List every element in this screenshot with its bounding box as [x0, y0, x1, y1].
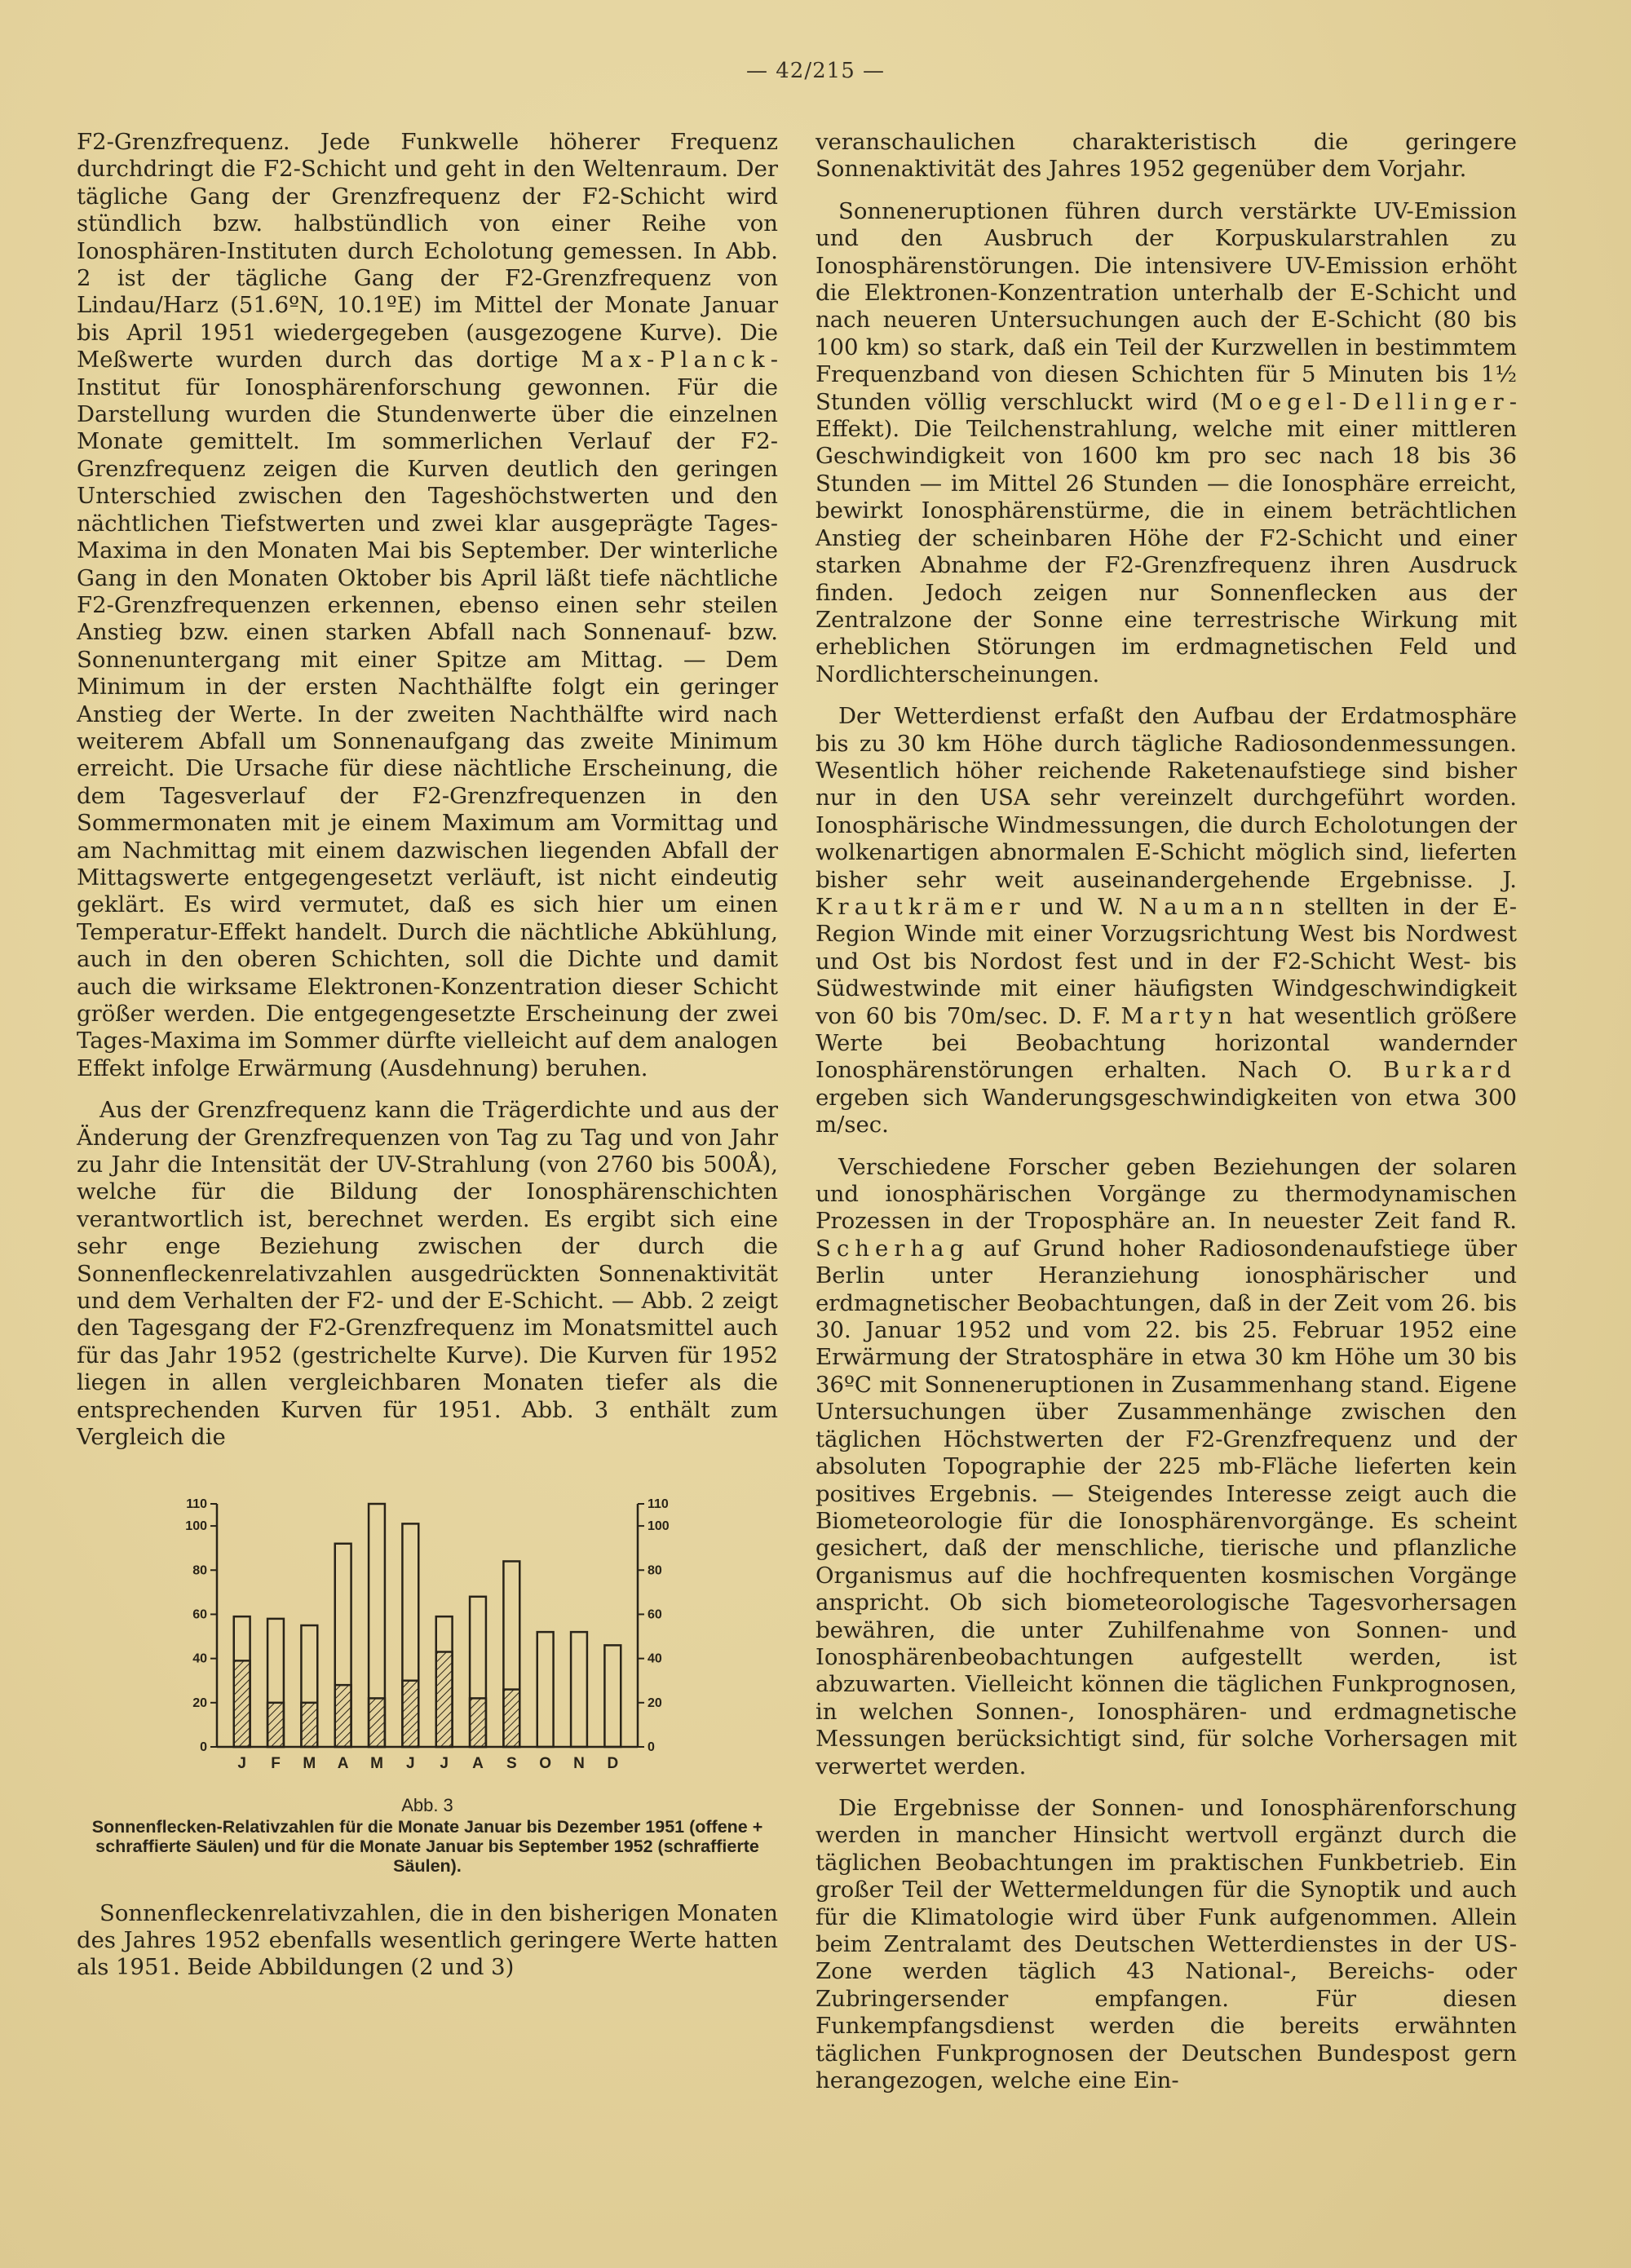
x-category-label: S [506, 1754, 517, 1772]
bar-1952-hatched [436, 1651, 453, 1746]
x-category-label: M [303, 1754, 316, 1772]
right-p3-text-e: ergeben sich Wanderungsgeschwindigkeiten von etwa 300 m/sec. [816, 1084, 1517, 1138]
author-martyn: Martyn [1120, 1002, 1239, 1029]
author-krautkraemer: Krautkrämer [816, 893, 1026, 920]
page-number: — 42/215 — [746, 59, 885, 83]
right-p3-text-b: und W. [1040, 893, 1125, 920]
bar-1952-hatched [369, 1698, 385, 1747]
left-paragraph-3: Sonnenfleckenrelativzahlen, die in den bisherigen Monaten des Jahres 1952 ebenfalls wesentlich geringere Werte hatten als 1951. Beide Abbildungen (2 und 3) [77, 1899, 778, 1981]
right-paragraph-4 [816, 1154, 1517, 1780]
bar-1952-hatched [402, 1680, 418, 1746]
right-p2-text-b: -Effekt). Die Teilchenstrahlung, welche mit einer mittleren Geschwindigkeit von 1600 km pro sec nach 18 bis 36 Stunden — im Mittel 26 Stunden — die Ionosphäre erreicht, bewirkt Ionosphärenstürme, die in einem beträchtlichen Anstieg der scheinbaren Höhe der F2-Schicht und einer starken Abnahme der F2-Grenzfrequenz ihren Ausdruck finden. Jedoch zeigen nur Sonnenflecken aus der Zentralzone der Sonne eine terrestrische Wirkung mit erheblichen Störungen im erdmagnetischen Feld und Nordlichterscheinungen. [816, 388, 1517, 687]
chart-bars [234, 1504, 621, 1747]
figure-label: Abb. 3 [401, 1794, 453, 1815]
y-tick-label-right: 110 [648, 1497, 669, 1511]
y-tick-label-left: 0 [200, 1740, 207, 1754]
right-paragraph-5: Die Ergebnisse der Sonnen- und Ionosphärenforschung werden in mancher Hinsicht wertvoll ergänzt durch die täglichen Beobachtungen im praktischen Funkbetrieb. Ein großer Teil der Wettermeldungen für die Synoptik und auch für die Klimatologie wird über Funk aufgenommen. Allein beim Zentralamt des Deutschen Wetterdienstes in der US-Zone werden täglich 43 National-, Bereichs- oder Zubringersender empfangen. Für diesen Funkempfangsdienst werden die bereits erwähnten täglichen Funkprognosen der Deutschen Bundespost gern herangezogen, welche eine Ein- [816, 1794, 1517, 2094]
author-scherhag: Scherhag [816, 1235, 970, 1262]
right-p4-text-a: Verschiedene Forscher geben Beziehungen der solaren und ionosphärischen Vorgänge zu thermodynamischen Prozessen in der Troposphäre an. In neuester Zeit fand R. [816, 1153, 1517, 1235]
x-category-label: J [237, 1754, 246, 1772]
figure-caption [77, 1796, 778, 1876]
right-paragraph-3 [816, 703, 1517, 1139]
y-tick-label-left: 40 [192, 1651, 207, 1666]
bar-1952-hatched [234, 1660, 250, 1747]
right-paragraph-1: veranschaulichen charakteristisch die geringere Sonnenaktivität des Jahres 1952 gegenüber dem Vorjahr. [816, 129, 1517, 183]
x-category-label: F [271, 1754, 281, 1772]
left-column [77, 129, 778, 1982]
right-p3-text-d: hat wesentlich größere Werte bei Beobachtung horizontal wandernder Ionosphärenstörungen erhalten. Nach O. [816, 1002, 1517, 1084]
bar-1951 [537, 1632, 554, 1747]
x-category-label: N [573, 1754, 585, 1772]
x-category-label: J [440, 1754, 449, 1772]
bar-1951 [604, 1645, 621, 1747]
y-tick-label-left: 80 [192, 1563, 207, 1577]
bar-1952-hatched [267, 1702, 284, 1746]
right-p3-text-a: Der Wetterdienst erfaßt den Aufbau der Erdatmosphäre bis zu 30 km Höhe durch tägliche Radiosondenmessungen. Wesentlich höher reichende Raketenaufstiege sind bisher nur in den USA sehr vereinzelt durchgeführt worden. Ionosphärische Windmessungen, die durch Echolotungen der wolkenartigen abnormalen E-Schicht möglich sind, lieferten bisher sehr weit auseinandergehende Ergebnisse. J. [816, 703, 1517, 893]
bar-1952-hatched [335, 1685, 351, 1747]
figure-caption-text: Sonnenflecken-Relativzahlen für die Monate Januar bis Dezember 1951 (offene + schraffierte Säulen) und für die Monate Januar bis September 1952 (schraffierte Säulen). [91, 1816, 763, 1876]
author-burkard: Burkard [1383, 1057, 1517, 1084]
left-paragraph-2: Aus der Grenzfrequenz kann die Trägerdichte und aus der Änderung der Grenzfrequenzen von Tag zu Tag und von Jahr zu Jahr die Intensität der UV-Strahlung (von 2760 bis 500Å), welche für die Bildung der Ionosphärenschichten verantwortlich ist, berechnet werden. Es ergibt sich eine sehr enge Beziehung zwischen der durch die Sonnenfleckenrelativzahlen ausgedrückten Sonnenaktivität und dem Verhalten der F2- und der E-Schicht. — Abb. 2 zeigt den Tagesgang der F2-Grenzfrequenz im Monatsmittel auch für das Jahr 1952 (gestrichelte Kurve). Die Kurven für 1952 liegen in allen vergleichbaren Monaten tiefer als die entsprechenden Kurven für 1951. Abb. 3 enthält zum Vergleich die [77, 1097, 778, 1451]
bar-1952-hatched [470, 1698, 486, 1747]
y-tick-label-right: 40 [648, 1651, 662, 1666]
right-p4-text-b: auf Grund hoher Radiosondenaufstiege über Berlin unter Heranziehung ionosphärischer und erdmagnetischer Beobachtungen, daß in der Zeit vom 26. bis 30. Januar 1952 und vom 22. bis 25. Februar 1952 eine Erwärmung der Stratosphäre in etwa 30 km Höhe um 30 bis 36ºC mit Sonneneruptionen in Zusammenhang stand. Eigene Untersuchungen über Zusammenhänge zwischen den täglichen Höchstwerten der F2-Grenzfrequenz und der absoluten Topographie der 225 mb-Fläche lieferten kein positives Ergebnis. — Steigendes Interesse zeigt auch die Biometeorologie für die Ionosphärenvorgänge. Es scheint gesichert, daß der menschliche, tierische und pflanzliche Organismus auf die hochfrequenten kosmischen Vorgänge anspricht. Ob sich biometeorologische Tagesvorhersagen bewähren, die unter Zuhilfenahme von Sonnen- und Ionosphärenbeobachtungen aufgestellt werden, ist abzuwarten. Vielleicht können die täglichen Funkprognosen, in welchen Sonnen-, Ionosphären- und erdmagnetische Messungen berücksichtigt sind, für solche Vorhersagen mit verwertet werden. [816, 1235, 1518, 1779]
chart-labels [185, 1497, 670, 1772]
x-category-label: M [370, 1754, 383, 1772]
bar-chart [166, 1488, 688, 1789]
y-tick-label-left: 100 [185, 1519, 207, 1533]
y-tick-label-right: 100 [648, 1519, 670, 1533]
left-paragraph-1 [77, 129, 778, 1082]
right-column [816, 129, 1517, 2094]
bar-1952-hatched [503, 1689, 519, 1746]
y-tick-label-right: 0 [648, 1740, 655, 1754]
bar-1952-hatched [301, 1702, 317, 1746]
y-tick-label-left: 20 [192, 1695, 207, 1710]
figure-abb-3 [77, 1488, 778, 1876]
x-category-label: A [472, 1754, 484, 1772]
y-tick-label-left: 110 [186, 1497, 207, 1511]
institute-name: Max-Planck [581, 347, 771, 374]
left-p1-text: F2-Grenzfrequenz. Jede Funkwelle höherer Frequenz durchdringt die F2-Schicht und geht in den Weltenraum. Der tägliche Gang der Grenzfrequenz der F2-Schicht wird stündlich bzw. halbstündlich von einer Reihe von Ionosphären-Instituten durch Echolotung gemessen. In Abb. 2 ist der tägliche Gang der F2-Grenzfrequenz von Lindau/Harz (51.6ºN, 10.1ºE) im Mittel der Monate Januar bis April 1951 wiedergegeben (ausgezogene Kurve). Die Meßwerte wurden durch das dortige [77, 129, 778, 374]
effect-name: Moegel-Dellinger [1220, 388, 1509, 415]
y-tick-label-right: 80 [648, 1563, 662, 1577]
right-p3-text-c: stellten in der E-Region Winde mit einer Vorzugsrichtung West bis Nordwest und Ost bis Nordost fest und in der F2-Schicht West- bis Südwestwinde mit einer häufigsten Windgeschwindigkeit von 60 bis 70m/sec. D. F. [816, 893, 1517, 1029]
x-category-label: D [607, 1754, 619, 1772]
x-category-label: O [539, 1754, 552, 1772]
y-tick-label-right: 20 [648, 1695, 662, 1710]
right-paragraph-2 [816, 198, 1517, 688]
left-p1-rest: -Institut für Ionosphärenforschung gewonnen. Für die Darstellung wurden die Stundenwerte über die einzelnen Monate gemittelt. Im sommerlichen Verlauf der F2-Grenzfrequenz zeigen die Kurven deutlich den geringen Unterschied zwischen den Tageshöchstwerten und den nächtlichen Tiefstwerten und zwei klar ausgeprägte Tages-Maxima in den Monaten Mai bis September. Der winterliche Gang in den Monaten Oktober bis April läßt tiefe nächtliche F2-Grenzfrequenzen erkennen, ebenso einen sehr steilen Anstieg bzw. einen starken Abfall nach Sonnenauf- bzw. Sonnenuntergang mit einer Spitze am Mittag. — Dem Minimum in der ersten Nachthälfte folgt ein geringer Anstieg der Werte. In der zweiten Nachthälfte wird nach weiterem Abfall um Sonnenaufgang das zweite Minimum erreicht. Die Ursache für diese nächtliche Erscheinung, die dem Tagesverlauf der F2-Grenzfrequenzen in den Sommermonaten mit je einem Maximum am Vormittag und am Nachmittag mit einem dazwischen liegenden Abfall der Mittagswerte entgegengesetzt verläuft, ist nicht eindeutig geklärt. Es wird vermutet, daß es sich hier um einen Temperatur-Effekt handelt. Durch die nächtliche Abkühlung, auch in den oberen Schichten, soll die Dichte und damit auch die wirksame Elektronen-Konzentration dieser Schicht größer werden. Die entgegengesetzte Erscheinung der zwei Tages-Maxima im Sommer dürfte vielleicht auf dem analogen Effekt infolge Erwärmung (Ausdehnung) beruhen. [77, 347, 778, 1081]
x-category-label: A [337, 1754, 349, 1772]
x-category-label: J [406, 1754, 415, 1772]
author-naumann: Naumann [1138, 893, 1290, 920]
y-tick-label-left: 60 [192, 1607, 207, 1621]
right-p2-text-a: Sonneneruptionen führen durch verstärkte UV-Emission und den Ausbruch der Korpuskularstrahlen zu Ionosphärenstörungen. Die intensivere UV-Emission erhöht die Elektronen-Konzentration unterhalb der E-Schicht und nach neueren Untersuchungen auch der E-Schicht (80 bis 100 km) so stark, daß ein Teil der Kurzwellen in bestimmtem Frequenzband von diesen Schichten für 5 Minuten bis 1½ Stunden völlig verschluckt wird ( [816, 197, 1517, 415]
y-tick-label-right: 60 [648, 1607, 662, 1621]
bar-1951 [571, 1632, 587, 1747]
